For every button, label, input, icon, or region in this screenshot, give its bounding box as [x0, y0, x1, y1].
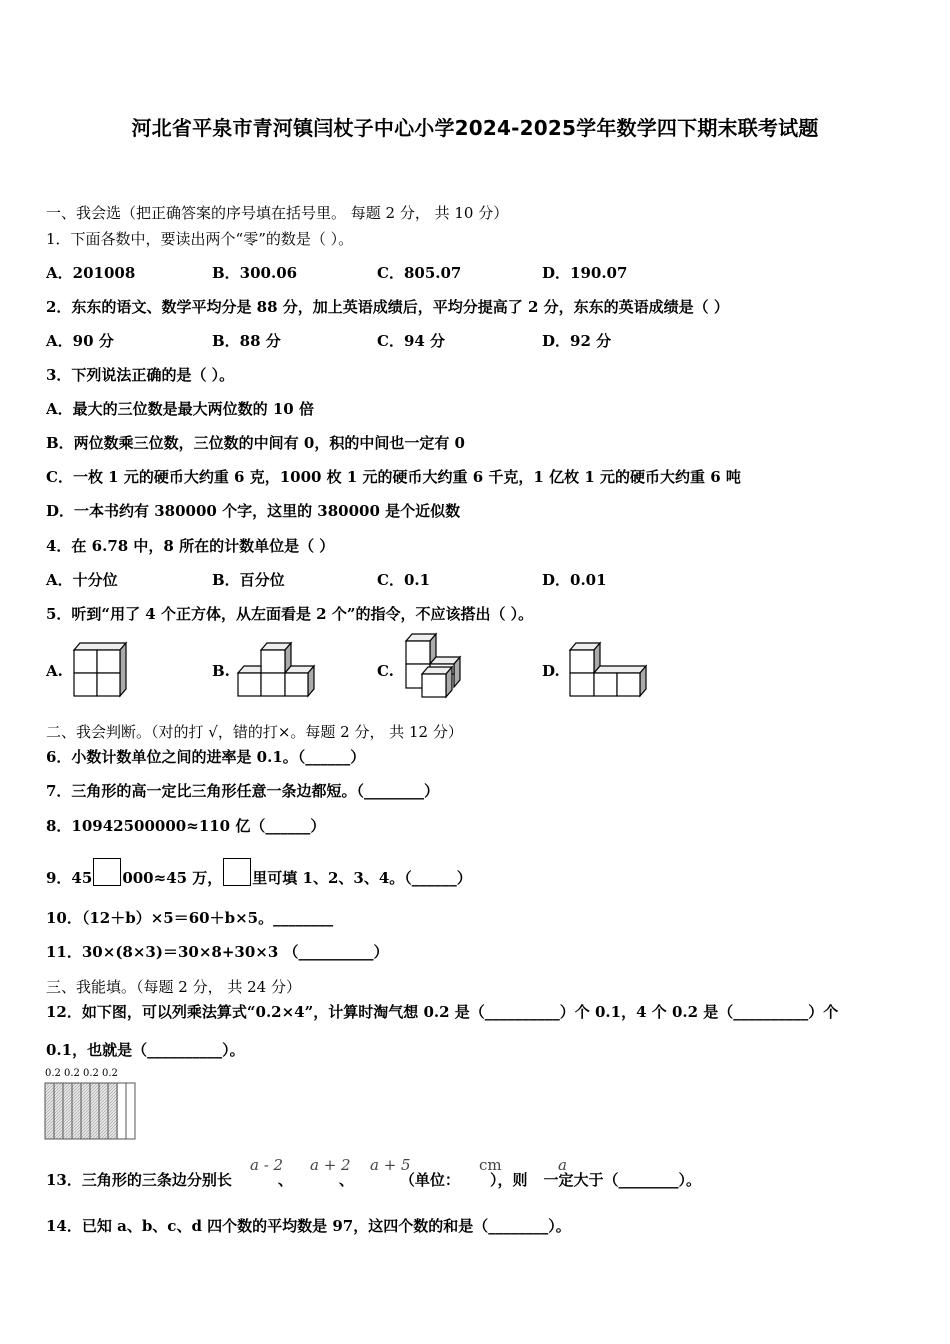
q13-part-2: （单位： — [399, 1171, 460, 1189]
q5-option-b: B. — [212, 662, 230, 680]
question-4: 4．在 6.78 中，8 所在的计数单位是（ ） — [46, 537, 335, 555]
q2-option-d: D．92 分 — [542, 332, 612, 350]
q5-figure-d — [568, 640, 654, 700]
q5-option-d: D. — [542, 662, 560, 680]
question-14: 14．已知 a、b、c、d 四个数的平均数是 97，这四个数的和是（________）。 — [46, 1217, 571, 1235]
q9-digit-box[interactable] — [93, 858, 121, 886]
q9-part-2: 000≈45 万， — [122, 869, 223, 887]
q1-option-d: D．190.07 — [542, 264, 628, 282]
question-3: 3．下列说法正确的是（ ）。 — [46, 366, 235, 384]
question-11: 11．30×(8×3)＝30×8+30×3 （__________） — [46, 943, 389, 961]
q4-option-a: A．十分位 — [46, 571, 118, 589]
q4-option-c: C．0.1 — [377, 571, 431, 589]
q3-option-c: C．一枚 1 元的硬币大约重 6 克，1000 枚 1 元的硬币大约重 6 千克，1 亿枚 1 元的硬币大约重 6 吨 — [46, 468, 741, 486]
q5-option-a: A. — [46, 662, 63, 680]
q12-label-3: 0.2 — [83, 1068, 99, 1079]
q12-label-1: 0.2 — [45, 1068, 61, 1079]
q5-figure-b — [236, 640, 322, 700]
q12-label-2: 0.2 — [64, 1068, 80, 1079]
q1-option-b: B．300.06 — [212, 264, 298, 282]
q13-part-1: 13．三角形的三条边分别长 — [46, 1171, 232, 1189]
q5-figure-c — [402, 630, 466, 700]
question-9 — [46, 860, 472, 888]
q12-strip-figure — [44, 1064, 140, 1144]
q13-unit: cm — [479, 1156, 502, 1174]
page-title: 河北省平泉市青河镇闫杖子中心小学2024-2025学年数学四下期末联考试题 — [131, 116, 819, 140]
question-10: 10．（12＋b）×5＝60＋b×5。________ — [46, 909, 334, 927]
q9-box-reference — [223, 858, 251, 886]
q2-option-a: A．90 分 — [46, 332, 114, 350]
q1-option-c: C．805.07 — [377, 264, 462, 282]
q13-sep-1: 、 — [277, 1171, 293, 1189]
q9-part-3: 里可填 1、2、3、4。（______） — [252, 869, 472, 887]
section-3-heading: 三、我能填。（每题 2 分， 共 24 分） — [46, 978, 301, 996]
section-2-heading: 二、我会判断。（对的打 √，错的打×。每题 2 分， 共 12 分） — [46, 723, 463, 741]
q13-side-3: a + 5 — [370, 1156, 411, 1174]
q5-figure-a — [70, 640, 134, 700]
q4-option-b: B．百分位 — [212, 571, 285, 589]
q13-part-4: 一定大于（________）。 — [543, 1171, 701, 1189]
question-5: 5．听到“用了 4 个正方体，从左面看是 2 个”的指令，不应该搭出（ ）。 — [46, 605, 534, 623]
q2-option-c: C．94 分 — [377, 332, 446, 350]
q12-label-4: 0.2 — [102, 1068, 118, 1079]
question-12-line-1: 12．如下图，可以列乘法算式“0.2×4”，计算时淘气想 0.2 是（__________）个 0.1，4 个 0.2 是（__________）个 — [46, 1003, 839, 1021]
q3-option-d: D．一本书约有 380000 个字，这里的 380000 是个近似数 — [46, 502, 461, 520]
question-8: 8．10942500000≈110 亿（______） — [46, 817, 326, 835]
question-1: 1．下面各数中，要读出两个“零”的数是（ ）。 — [46, 230, 354, 248]
q1-option-a: A．201008 — [46, 264, 136, 282]
q3-option-a: A．最大的三位数是最大两位数的 10 倍 — [46, 400, 314, 418]
question-6: 6．小数计数单位之间的进率是 0.1。（______） — [46, 748, 366, 766]
question-2: 2．东东的语文、数学平均分是 88 分，加上英语成绩后，平均分提高了 2 分，东东的英语成绩是（ ） — [46, 298, 729, 316]
q4-option-d: D．0.01 — [542, 571, 607, 589]
q13-part-3: ），则 — [489, 1171, 528, 1189]
q13-side-2: a + 2 — [310, 1156, 351, 1174]
q9-part-1: 9．45 — [46, 869, 93, 887]
question-7: 7．三角形的高一定比三角形任意一条边都短。（________） — [46, 782, 439, 800]
question-12-line-2: 0.1，也就是（__________）。 — [46, 1041, 245, 1059]
q2-option-b: B．88 分 — [212, 332, 281, 350]
q3-option-b: B．两位数乘三位数，三位数的中间有 0，积的中间也一定有 0 — [46, 434, 465, 452]
q13-side-1: a - 2 — [250, 1156, 284, 1174]
section-1-heading: 一、我会选（把正确答案的序号填在括号里。 每题 2 分， 共 10 分） — [46, 204, 509, 222]
q13-sep-2: 、 — [338, 1171, 354, 1189]
q13-variable: a — [558, 1156, 567, 1174]
q5-option-c: C. — [377, 662, 394, 680]
